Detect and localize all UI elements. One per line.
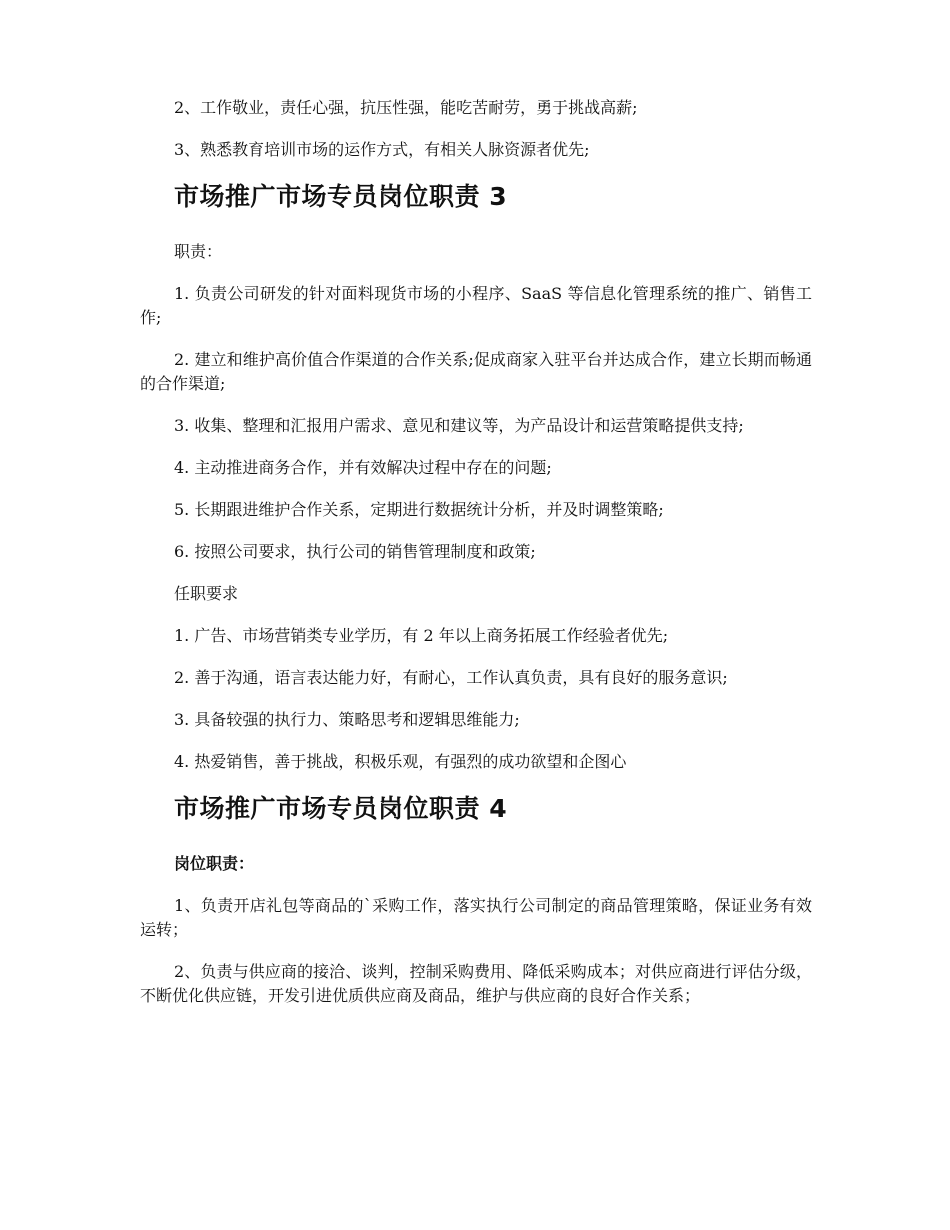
section-3-duties-label: 职责： <box>174 242 223 261</box>
section-3-requirement-3: 3. 具备较强的执行力、策略思考和逻辑思维能力; <box>174 710 520 729</box>
section-3-title: 市场推广市场专员岗位职责 3 <box>174 182 508 211</box>
section-3-duty-3: 3. 收集、整理和汇报用户需求、意见和建议等，为产品设计和运营策略提供支持; <box>174 416 744 435</box>
section-4-duties-label: 岗位职责： <box>174 854 255 873</box>
section-3-requirement-4: 4. 热爱销售，善于挑战，积极乐观，有强烈的成功欲望和企图心 <box>174 752 627 771</box>
document-body <box>140 96 812 1026</box>
section-3-duty-5: 5. 长期跟进维护合作关系，定期进行数据统计分析，并及时调整策略; <box>174 500 664 519</box>
section-3-duty-4: 4. 主动推进商务合作，并有效解决过程中存在的问题; <box>174 458 552 477</box>
section-4-duty-1: 1、负责开店礼包等商品的`采购工作，落实执行公司制定的商品管理策略，保证业务有效运转； <box>140 896 812 939</box>
section-4-title: 市场推广市场专员岗位职责 4 <box>174 794 508 823</box>
section-3-requirement-1: 1. 广告、市场营销类专业学历，有 2 年以上商务拓展工作经验者优先; <box>174 626 669 645</box>
section-3-requirements-label: 任职要求 <box>174 584 239 603</box>
paragraph-s2-item-2: 2、工作敬业，责任心强，抗压性强，能吃苦耐劳，勇于挑战高薪; <box>174 98 638 117</box>
section-4-duty-2: 2、负责与供应商的接洽、谈判，控制采购费用、降低采购成本；对供应商进行评估分级，不断优化供应链，开发引进优质供应商及商品，维护与供应商的良好合作关系； <box>140 962 812 1005</box>
section-3-requirement-2: 2. 善于沟通，语言表达能力好，有耐心，工作认真负责，具有良好的服务意识; <box>174 668 728 687</box>
section-3-duty-6: 6. 按照公司要求，执行公司的销售管理制度和政策; <box>174 542 536 561</box>
section-3-duty-1: 1. 负责公司研发的针对面料现货市场的小程序、SaaS 等信息化管理系统的推广、销售工作; <box>140 284 812 327</box>
paragraph-s2-item-3: 3、熟悉教育培训市场的运作方式，有相关人脉资源者优先; <box>174 140 590 159</box>
section-3-duty-2: 2. 建立和维护高价值合作渠道的合作关系;促成商家入驻平台并达成合作，建立长期而畅通的合作渠道; <box>140 350 812 393</box>
